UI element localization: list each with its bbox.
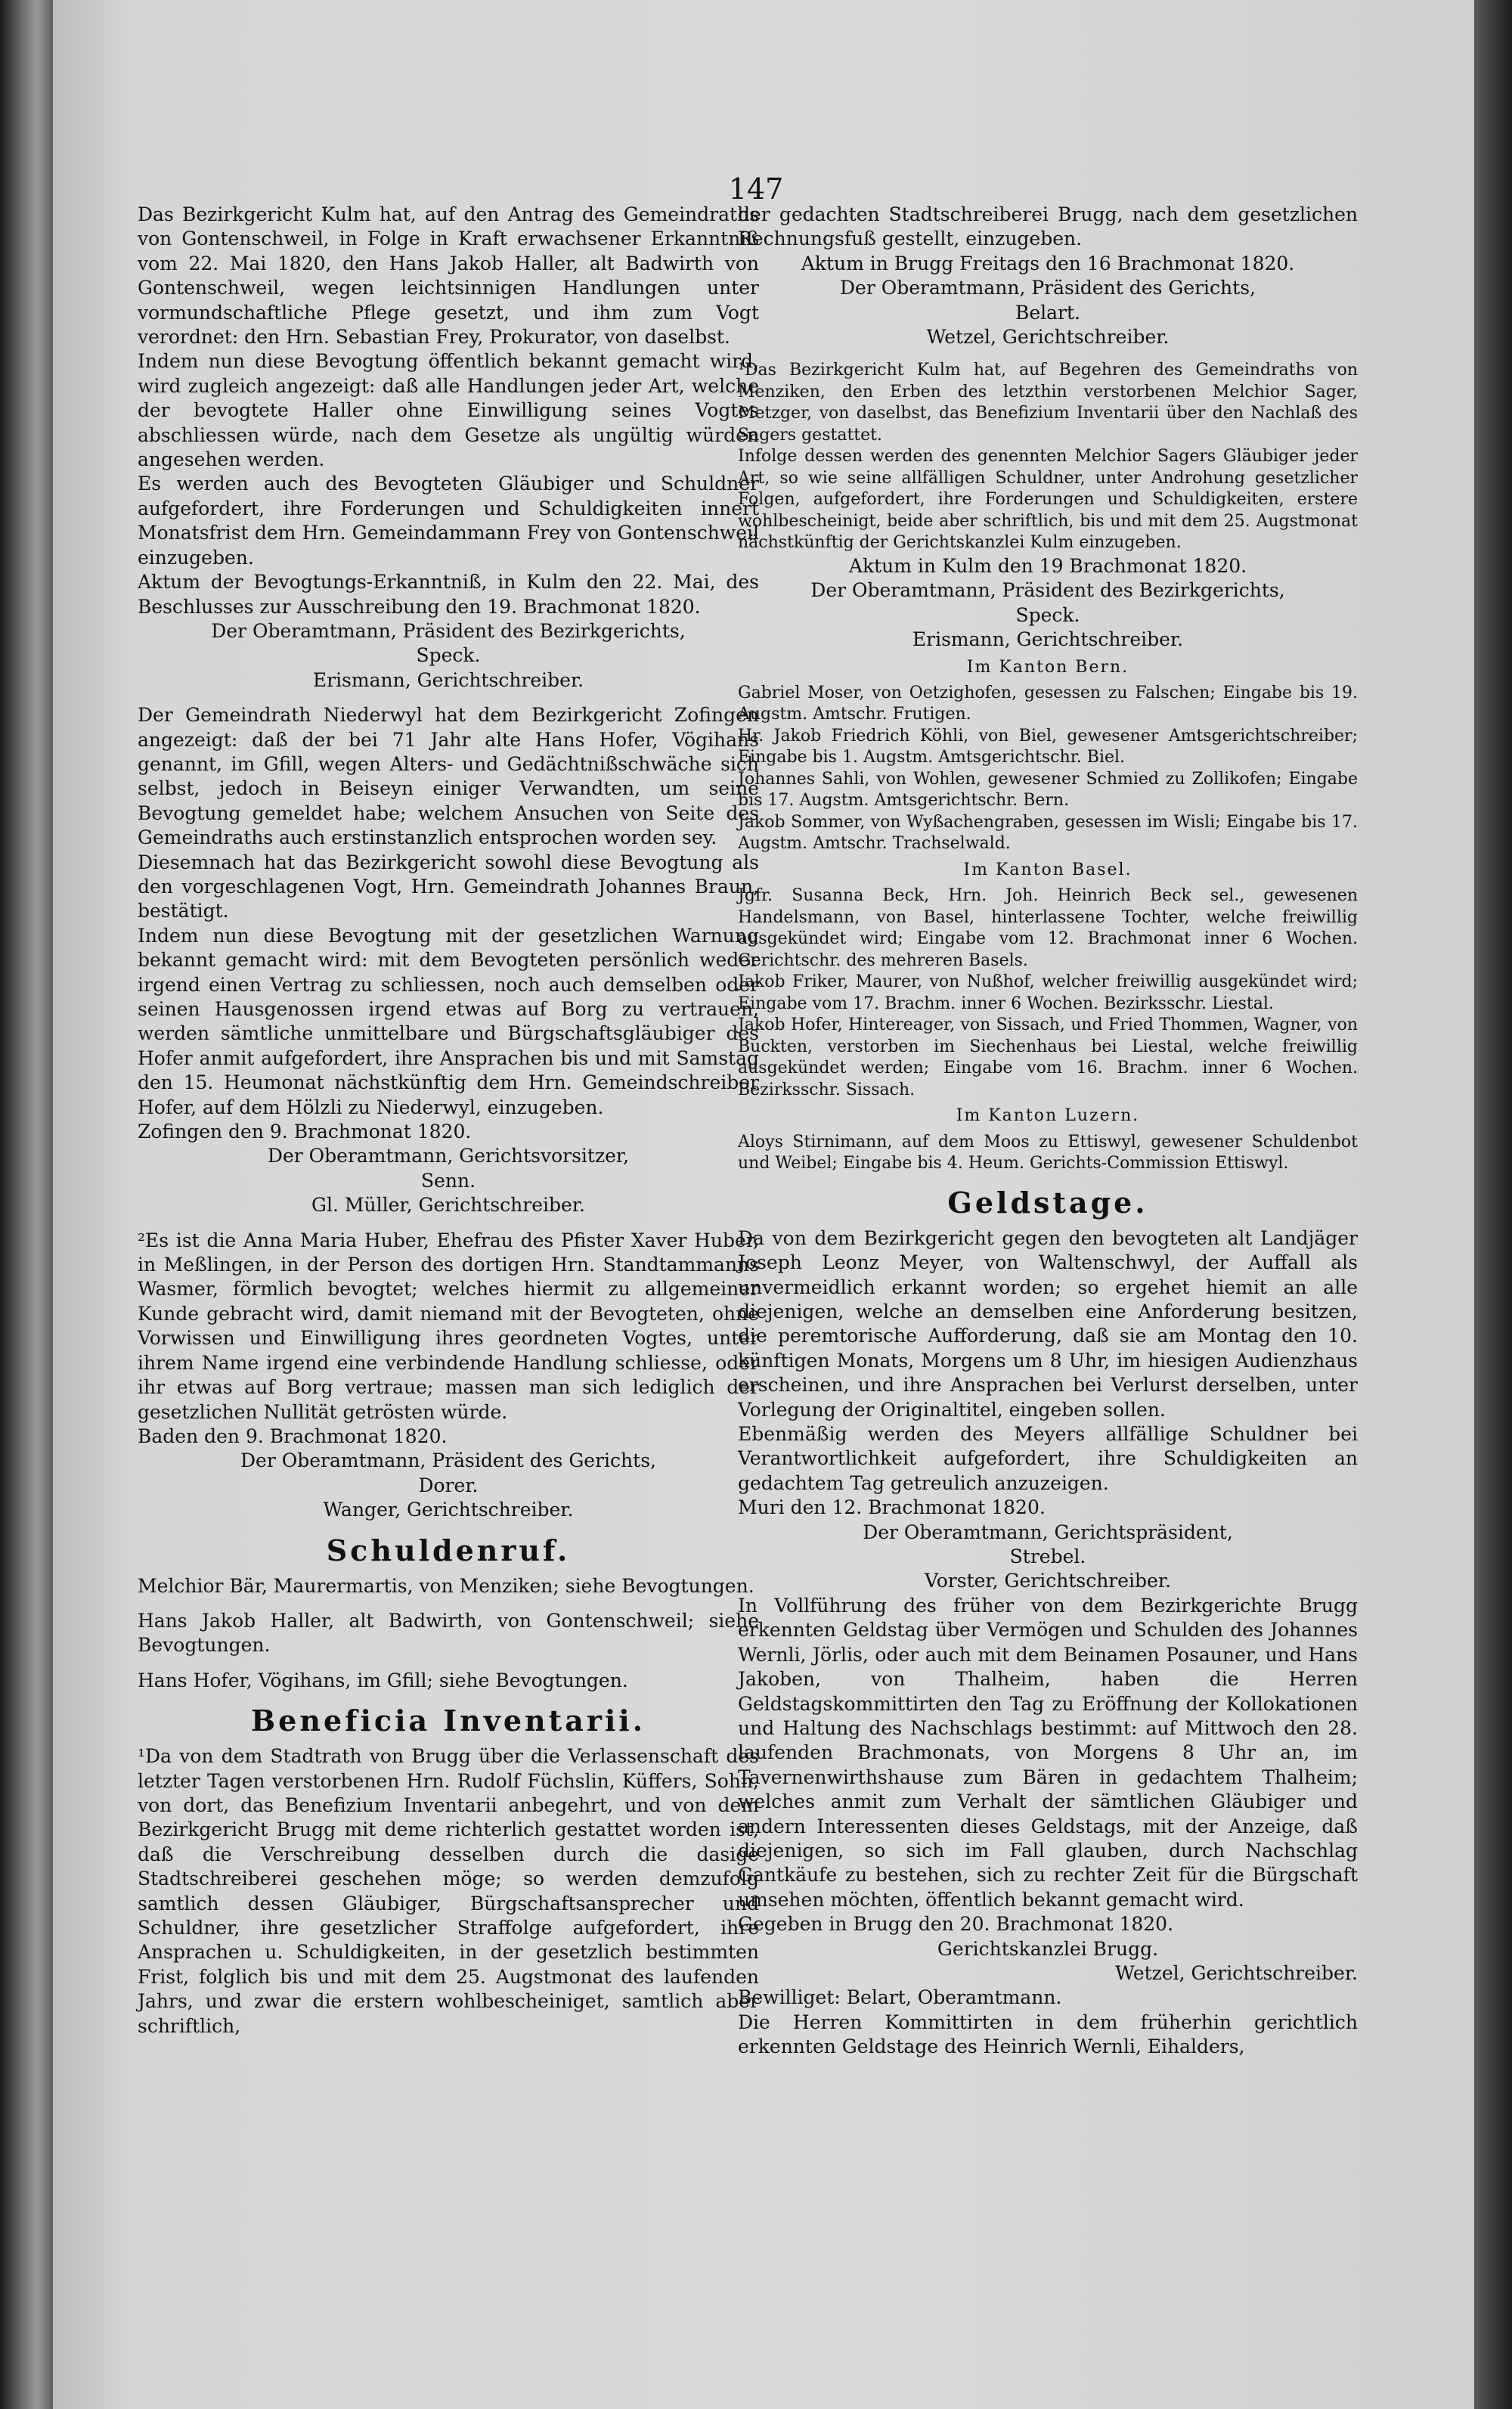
bern-entry: Gabriel Moser, von Oetzighofen, gesessen zu Falschen; Eingabe bis 19. Augstm. Amtschr. Frutigen. (738, 683, 1358, 724)
signature-name: Strebel. (1009, 1546, 1086, 1568)
notice-kulm-sager: ¹Das Bezirkgericht Kulm hat, auf Begehren des Gemeindraths von Menziken, den Erben des letzthin verstorbenen Melchior Sager, Metzger, von daselbst, das Benefizium Inventarii über den Nachlaß des Sagers gestattet. (738, 361, 1358, 445)
left-column (138, 203, 759, 2039)
notice-muri-date: Muri den 12. Brachmonat 1820. (738, 1496, 1046, 1519)
notice-muri-meyer: Da von dem Bezirkgericht gegen den bevogteten alt Landjäger Joseph Leonz Meyer, von Waltenschwyl, der Auffall als unvermeidlich erkannt worden; so ergehet hiemit an alle diejenigen, welche an demselben eine Anforderung besitzen, die peremtorische Aufforderung, daß sie am Montag den 10. künftigen Monats, Morgens um 8 Uhr, im hiesigen Audienzhaus erscheinen, und ihre Ansprachen bei Verlurst derselben, unter Vorlegung der Originaltitel, eingeben sollen. (738, 1226, 1358, 1421)
notice-brugg-date: Aktum in Brugg Freitags den 16 Brachmonat 1820. (801, 252, 1295, 274)
newspaper-page (53, 0, 1474, 2409)
signature-name: Dorer. (418, 1474, 479, 1496)
luzern-entry: Aloys Stirnimann, auf dem Moos zu Ettiswyl, gewesener Schuldenbot und Weibel; Eingabe bis 4. Heum. Gerichts-Commission Ettiswyl. (738, 1132, 1358, 1173)
signature-clerk: Gl. Müller, Gerichtschreiber. (311, 1194, 585, 1217)
notice-brugg-continued: der gedachten Stadtschreiberei Brugg, nach dem gesetzlichen Rechnungsfuß gestellt, einzugeben. (738, 203, 1358, 250)
notice-kulm-warning: Indem nun diese Bevogtung öffentlich bekannt gemacht wird, wird zugleich angezeigt: daß alle Handlungen jeder Art, welche der bevogtete Haller ohne Einwilligung seines Vogtes abschliessen würde, nach dem Gesetze als ungültig würden angesehen werden. (138, 350, 759, 471)
basel-entry: Jakob Friker, Maurer, von Nußhof, welcher freiwillig ausgekündet wird; Eingabe vom 17. Brachm. inner 6 Wochen. Bezirksschr. Liestal. (738, 972, 1358, 1013)
section-heading-schuldenruf: Schuldenruf. (326, 1533, 571, 1567)
notice-kulm-sager-creditors: Infolge dessen werden des genennten Melchior Sagers Gläubiger jeder Art, so wie seine allfälligen Schuldner, unter Androhung gesetzlicher Folgen, aufgefordert, ihre Forderungen und Schuldigkeiten, erstere wohlbescheinigt, beide aber schriftlich, bis und mit dem 25. Augstmonat nächstkünftig der Gerichtskanzlei Kulm einzugeben. (738, 447, 1358, 553)
signature-name: Speck. (1015, 603, 1080, 626)
bern-entry: Johannes Sahli, von Wohlen, gewesener Schmied zu Zollikofen; Eingabe bis 17. Augstm. Amtsgerichtschr. Bern. (738, 769, 1358, 811)
signature-title: Der Oberamtmann, Präsident des Bezirkgerichts, (211, 619, 686, 642)
subheading-luzern: Im Kanton Luzern. (956, 1106, 1140, 1126)
schuldenruf-entry: Hans Hofer, Vögihans, im Gfill; siehe Bevogtungen. (138, 1669, 628, 1691)
right-column (738, 203, 1358, 2060)
schuldenruf-entry: Hans Jakob Haller, alt Badwirth, von Gontenschweil; siehe Bevogtungen. (138, 1609, 759, 1657)
page-shadow (1474, 0, 1512, 2409)
subheading-bern: Im Kanton Bern. (966, 657, 1129, 677)
notice-niederwyl-hofer: Der Gemeindrath Niederwyl hat dem Bezirkgericht Zofingen angezeigt: daß der bei 71 Jahr alte Hans Hofer, Vögihans genannt, im Gfill, wegen Alters- und Gedächtnißschwäche sich selbst, jedoch in Beiseyn einiger Verwandten, um seine Bevogtung gemeldet habe; welchem Ansuchen von Seite des Gemeindraths auch erstinstanzlich entsprochen worden sey. (138, 704, 759, 849)
bern-entry: Hr. Jakob Friedrich Köhli, von Biel, gewesener Amtsgerichtschreiber; Eingabe bis 1. Augstm. Amtsgerichtschr. Biel. (738, 726, 1358, 767)
schuldenruf-entry: Melchior Bär, Maurermartis, von Menziken; siehe Bevogtungen. (138, 1574, 754, 1597)
signature-title: Der Oberamtmann, Präsident des Bezirkgerichts, (810, 579, 1285, 602)
subheading-basel: Im Kanton Basel. (963, 860, 1132, 879)
signature-clerk: Wanger, Gerichtschreiber. (323, 1499, 574, 1521)
notice-baden-date: Baden den 9. Brachmonat 1820. (138, 1425, 448, 1447)
basel-entry: Jakob Hofer, Hintereager, von Sissach, und Fried Thommen, Wagner, von Buckten, verstorben im Siechenhaus bei Liestal, welche freiwillig ausgekündet werden; Eingabe vom 16. Brachm. inner 6 Wochen. Bezirksschr. Sissach. (738, 1015, 1358, 1099)
signature-clerk: Erismann, Gerichtschreiber. (312, 668, 584, 691)
notice-brugg-wernli: In Vollführung des früher von dem Bezirkgerichte Brugg erkennten Geldstag über Vermögen und Schulden des Johannes Wernli, Jörlis, oder auch mit dem Beinamen Posauner, und Hans Jakoben, von Thalheim, haben die Herren Geldstagskommittirten den Tag zu Eröffnung der Kollokationen und Haltung des Nachschlags bestimmt: auf Mittwoch den 28. laufenden Brachmonats, von Morgens 8 Uhr an, im Tavernenwirthshause zum Bären in gedachtem Thalheim; welches anmit zum Verhalt der sämtlichen Gläubiger und andern Interessenten dieses Geldstags, mit der Anzeige, daß diejenigen, so sich im Fall glauben, durch Nachschlag Gantkäufe zu bestehen, sich zu rechter Zeit für die Bürgschaft umsehen möchten, öffentlich bekannt gemacht wird. (738, 1594, 1358, 1911)
notice-zofingen-date: Zofingen den 9. Brachmonat 1820. (138, 1121, 472, 1143)
notice-brugg-fuechslin: ¹Da von dem Stadtrath von Brugg über die Verlassenschaft des letzter Tagen verstorbenen Hrn. Rudolf Füchslin, Küffers, Sohn, von dort, das Benefizium Inventarii anbegehrt, und von dem Bezirkgericht Brugg mit deme richterlich gestattet worden ist, daß die Verschreibung desselben durch die dasige Stadtschreiberei geschehen möge; so werden demzufolg samtlich dessen Gläubiger, Bürgschaftsansprecher und Schuldner, ihre gesetzlicher Straffolge aufgefordert, ihre Ansprachen u. Schuldigkeiten, in der gesetzlich bestimmten Frist, folglich bis und mit dem 25. Augstmonat des laufenden Jahrs, und zwar die erstern wohlbescheiniget, samtlich aber schriftlich, (138, 1745, 759, 2037)
notice-huber: ²Es ist die Anna Maria Huber, Ehefrau des Pfister Xaver Huber, in Meßlingen, in der Person des dortigen Hrn. Standtammanns Wasmer, förmlich bevogtet; welches hiermit zu allgemeiner Kunde gebracht wird, damit niemand mit der Bevogteten, ohne Vorwissen und Einwilligung ihres geordneten Vogtes, unter ihrem Name irgend eine verbindende Handlung schliesse, oder ihr etwas auf Borg vertraue; massen man sich lediglich der gesetzlichen Nullität getrösten würde. (138, 1229, 759, 1423)
notice-kulm-date: Aktum in Kulm den 19 Brachmonat 1820. (848, 554, 1247, 577)
section-heading-geldstage: Geldstage. (947, 1185, 1148, 1220)
binding-edge (0, 0, 53, 2409)
signature-title: Der Oberamtmann, Gerichtsvorsitzer, (267, 1145, 630, 1167)
bern-entry: Jakob Sommer, von Wyßachengraben, gesessen im Wisli; Eingabe bis 17. Augstm. Amtschr. Trachselwald. (738, 812, 1358, 854)
notice-brugg-wernli-date: Gegeben in Brugg den 20. Brachmonat 1820. (738, 1913, 1174, 1936)
signature-office: Gerichtskanzlei Brugg. (937, 1937, 1159, 1960)
basel-entry: Jgfr. Susanna Beck, Hrn. Joh. Heinrich Beck sel., gewesenen Handelsmann, von Basel, hinterlassene Tochter, welche freiwillig ausgekündet wird; Eingabe vom 12. Brachmonat inner 6 Wochen. Gerichtschr. des mehreren Basels. (738, 886, 1358, 970)
signature-title: Der Oberamtmann, Präsident des Gerichts, (240, 1449, 656, 1472)
notice-niederwyl-warning: Indem nun diese Bevogtung mit der gesetzlichen Warnung bekannt gemacht wird: mit dem Bevogteten persönlich weder irgend einen Vertrag zu schliessen, noch auch demselben oder seinen Hausgenossen irgend etwas auf Borg zu vertrauen, werden sämtliche unmittelbare und Bürgschaftsgläubiger des Hofer anmit aufgefordert, ihre Ansprachen bis und mit Samstag den 15. Heumonat nächstkünftig dem Hrn. Gemeindschreiber Hofer, auf dem Hölzli zu Niederwyl, einzugeben. (138, 924, 759, 1118)
notice-kulm-date: Aktum der Bevogtungs-Erkanntniß, in Kulm den 22. Mai, des Beschlusses zur Ausschreibung den 19. Brachmonat 1820. (138, 571, 759, 618)
notice-kulm-haller: Das Bezirkgericht Kulm hat, auf den Antrag des Gemeindraths von Gontenschweil, in Folge in Kraft erwachsener Erkanntniß vom 22. Mai 1820, den Hans Jakob Haller, alt Badwirth von Gontenschweil, wegen leichtsinnigen Handlungen unter vormundschaftliche Pflege gesetzt, und ihm zum Vogt verordnet: den Hrn. Sebastian Frey, Prokurator, von daselbst. (138, 203, 759, 349)
signature-clerk: Wetzel, Gerichtschreiber. (1115, 1961, 1358, 1984)
section-heading-beneficia: Beneficia Inventarii. (251, 1704, 646, 1738)
signature-title: Der Oberamtmann, Präsident des Gerichts, (840, 277, 1256, 299)
signature-name: Belart. (1015, 301, 1080, 324)
notice-niederwyl-confirm: Diesemnach hat das Bezirkgericht sowohl diese Bevogtung als den vorgeschlagenen Vogt, Hrn. Gemeindrath Johannes Braun, bestätigt. (138, 851, 759, 922)
approval-line: Bewilliget: Belart, Oberamtmann. (738, 1986, 1062, 2009)
signature-name: Speck. (416, 644, 481, 667)
signature-clerk: Wetzel, Gerichtschreiber. (926, 326, 1170, 349)
signature-clerk: Vorster, Gerichtschreiber. (924, 1570, 1171, 1592)
notice-heinrich-wernli: Die Herren Kommittirten in dem früherhin gerichtlich erkennten Geldstage des Heinrich Wernli, Eihalders, (738, 2011, 1358, 2058)
notice-kulm-creditors: Es werden auch des Bevogteten Gläubiger und Schuldner aufgefordert, ihre Forderungen und Schuldigkeiten innert Monatsfrist dem Hrn. Gemeindammann Frey von Gontenschweil einzugeben. (138, 473, 759, 569)
page-number: 147 (728, 172, 784, 206)
signature-name: Senn. (420, 1169, 476, 1192)
notice-muri-debtors: Ebenmäßig werden des Meyers allfällige Schuldner bei Verantwortlichkeit aufgefordert, ihre Schuldigkeiten an gedachtem Tag getreulich anzuzeigen. (738, 1423, 1358, 1494)
signature-title: Der Oberamtmann, Gerichtspräsident, (863, 1521, 1233, 1543)
signature-clerk: Erismann, Gerichtschreiber. (912, 628, 1184, 651)
